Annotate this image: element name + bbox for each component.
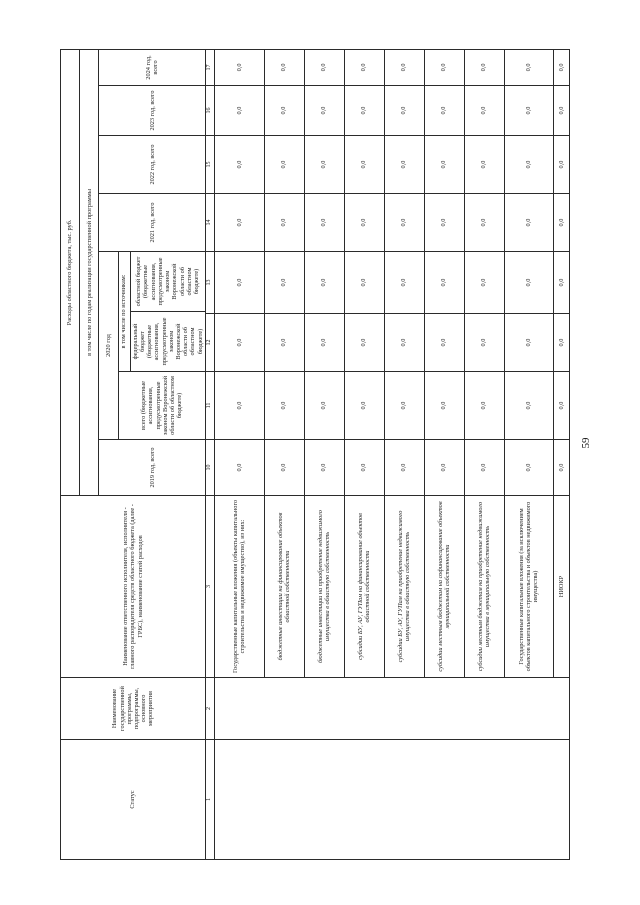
value-cell: 0,0	[304, 440, 344, 496]
value-cell: 0,0	[504, 136, 554, 194]
value-cell: 0,0	[504, 372, 554, 440]
value-cell: 0,0	[264, 86, 304, 136]
value-cell: 0,0	[424, 252, 464, 314]
program-cell	[214, 678, 569, 740]
value-cell: 0,0	[304, 86, 344, 136]
value-cell: 0,0	[554, 194, 570, 252]
value-cell: 0,0	[214, 440, 264, 496]
value-cell: 0,0	[344, 86, 384, 136]
value-cell: 0,0	[504, 252, 554, 314]
header-2020-federal: федеральный бюджет (бюджетные ассигнования, предусмотренные законом Воронежской области об областном бюджете)	[130, 312, 205, 372]
header-2020-regional: областной бюджет (бюджетные ассигнования, предусмотренные законом Воронежской области об областном бюджете)	[135, 256, 201, 307]
col-num: 1	[205, 740, 214, 860]
value-cell: 0,0	[264, 440, 304, 496]
value-cell: 0,0	[384, 86, 424, 136]
value-cell: 0,0	[554, 49, 570, 85]
value-cell: 0,0	[424, 440, 464, 496]
col-num: 2	[205, 678, 214, 740]
value-cell: 0,0	[384, 440, 424, 496]
header-row-1	[61, 49, 80, 859]
value-cell: 0,0	[504, 314, 554, 372]
row-label: НИОКР	[554, 496, 570, 678]
value-cell: 0,0	[424, 194, 464, 252]
table-row	[214, 49, 264, 859]
value-cell: 0,0	[504, 194, 554, 252]
header-2021: 2021 год, всего	[99, 194, 206, 252]
value-cell: 0,0	[304, 372, 344, 440]
rotated-table-container	[60, 50, 570, 860]
value-cell: 0,0	[504, 440, 554, 496]
value-cell: 0,0	[504, 86, 554, 136]
value-cell: 0,0	[384, 372, 424, 440]
value-cell: 0,0	[384, 252, 424, 314]
col-num: 13	[205, 252, 214, 314]
value-cell: 0,0	[344, 440, 384, 496]
value-cell: 0,0	[554, 372, 570, 440]
header-2022: 2022 год, всего	[99, 136, 206, 194]
value-cell: 0,0	[384, 49, 424, 85]
header-executor: Наименование ответственного исполнителя, исполнителя - главного распорядителя средств областного бюджета (далее - ГРБС), наименование статей расходов	[61, 496, 206, 678]
expenses-table	[60, 49, 570, 860]
value-cell: 0,0	[304, 314, 344, 372]
col-num: 10	[205, 440, 214, 496]
value-cell: 0,0	[304, 49, 344, 85]
value-cell: 0,0	[554, 440, 570, 496]
value-cell: 0,0	[384, 136, 424, 194]
row-label: субсидии БУ, АУ, ГУПам на финансирование объектов областной собственности	[344, 496, 384, 678]
value-cell: 0,0	[344, 136, 384, 194]
row-label: бюджетные инвестиции на приобретение недвижимого имущества в областную собственность	[304, 496, 344, 678]
value-cell: 0,0	[214, 136, 264, 194]
value-cell: 0,0	[554, 136, 570, 194]
value-cell: 0,0	[424, 49, 464, 85]
value-cell: 0,0	[214, 372, 264, 440]
row-label: бюджетные инвестиции на финансирование объектов областной собственности	[264, 496, 304, 678]
col-num: 12	[205, 314, 214, 372]
value-cell: 0,0	[554, 252, 570, 314]
col-num: 14	[205, 194, 214, 252]
value-cell: 0,0	[304, 136, 344, 194]
header-program: Наименование государственной программы, подпрограммы, основного мероприятия	[61, 678, 206, 740]
value-cell: 0,0	[214, 86, 264, 136]
value-cell: 0,0	[264, 49, 304, 85]
value-cell: 0,0	[464, 440, 504, 496]
value-cell: 0,0	[344, 372, 384, 440]
col-num: 16	[205, 86, 214, 136]
value-cell: 0,0	[264, 314, 304, 372]
value-cell: 0,0	[464, 86, 504, 136]
value-cell: 0,0	[554, 86, 570, 136]
value-cell: 0,0	[214, 314, 264, 372]
value-cell: 0,0	[464, 252, 504, 314]
row-label: Государственные капитальные вложения (объекты капитального строительства и недвижимое имущество), из них:	[214, 496, 264, 678]
value-cell: 0,0	[464, 194, 504, 252]
header-2020: 2020 год	[99, 252, 118, 440]
value-cell: 0,0	[344, 194, 384, 252]
value-cell: 0,0	[424, 136, 464, 194]
value-cell: 0,0	[554, 314, 570, 372]
col-num: 15	[205, 136, 214, 194]
value-cell: 0,0	[504, 49, 554, 85]
value-cell: 0,0	[264, 194, 304, 252]
header-expenses-title: Расходы областного бюджета, тыс. руб.	[61, 49, 80, 495]
value-cell: 0,0	[264, 136, 304, 194]
value-cell: 0,0	[214, 49, 264, 85]
value-cell: 0,0	[464, 136, 504, 194]
value-cell: 0,0	[264, 372, 304, 440]
status-cell	[214, 740, 569, 860]
value-cell: 0,0	[384, 194, 424, 252]
value-cell: 0,0	[384, 314, 424, 372]
col-num: 11	[205, 372, 214, 440]
row-label: Государственные капитальные вложения (за исключением объектов капитального строительства и объектов недвижимого имущества)	[504, 496, 554, 678]
value-cell: 0,0	[344, 314, 384, 372]
value-cell: 0,0	[214, 252, 264, 314]
value-cell: 0,0	[424, 372, 464, 440]
value-cell: 0,0	[464, 49, 504, 85]
value-cell: 0,0	[464, 372, 504, 440]
header-2023: 2023 год, всего	[99, 86, 206, 136]
value-cell: 0,0	[424, 86, 464, 136]
row-label: субсидии местным бюджетам на софинансирование объектов муниципальной собственности	[424, 496, 464, 678]
value-cell: 0,0	[344, 49, 384, 85]
header-2024: 2024 год, всего	[99, 49, 206, 85]
header-2019: 2019 год, всего	[99, 440, 206, 496]
value-cell: 0,0	[304, 194, 344, 252]
row-label: субсидии местным бюджетам на приобретение недвижимого имущества в муниципальную собственность	[464, 496, 504, 678]
header-2020-total: всего (бюджетные ассигнования, предусмотренные законом Воронежской области об областном бюджете)	[118, 372, 205, 440]
value-cell: 0,0	[424, 314, 464, 372]
row-label: субсидии БУ, АУ, ГУПам на приобретение недвижимого имущества в областную собственность	[384, 496, 424, 678]
page-number: 59	[580, 437, 592, 449]
col-num: 3	[205, 496, 214, 678]
header-2020-sources-table	[119, 252, 205, 371]
column-numbers-row	[205, 49, 214, 859]
value-cell: 0,0	[464, 314, 504, 372]
header-by-years: в том числе по годам реализации государственной программы	[80, 49, 99, 495]
col-num: 17	[205, 49, 214, 85]
value-cell: 0,0	[344, 252, 384, 314]
value-cell: 0,0	[304, 252, 344, 314]
value-cell: 0,0	[264, 252, 304, 314]
value-cell: 0,0	[214, 194, 264, 252]
header-2020-sources-wrap	[118, 252, 205, 372]
header-2020-sources: в том числе по источникам:	[119, 252, 131, 371]
table-body	[214, 49, 569, 859]
header-status: Статус	[61, 740, 206, 860]
